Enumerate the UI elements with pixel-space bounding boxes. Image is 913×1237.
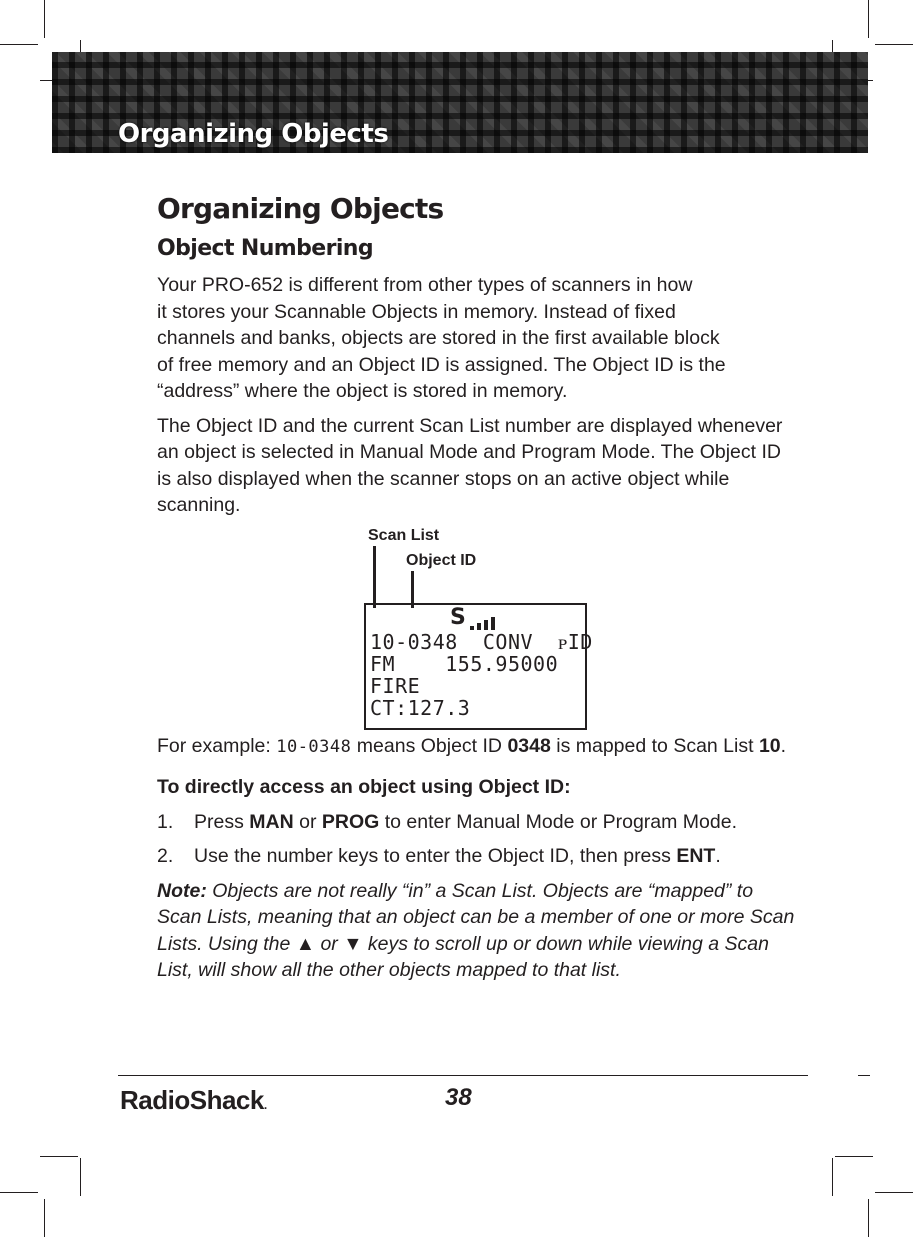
crop-mark [40, 1156, 78, 1157]
crop-mark [80, 1158, 81, 1196]
key-ent: ENT [676, 845, 716, 867]
section-subtitle: Object Numbering [157, 236, 373, 261]
crop-mark [835, 1156, 873, 1157]
footer-divider [118, 1075, 808, 1076]
instructions-heading-text: To directly access an object using Object ID: [157, 776, 571, 798]
step-text-part: Press [194, 810, 250, 833]
scan-list-label: Scan List [368, 526, 440, 544]
paragraph-line: “address” where the object is stored in memory. [157, 380, 568, 402]
step-item [157, 809, 797, 836]
example-prefix: For example: [157, 734, 277, 757]
object-id-label: Object ID [406, 551, 477, 569]
paragraph-line: it stores your Scannable Objects in memory. Instead of fixed [157, 300, 676, 323]
crop-mark [858, 1075, 870, 1076]
lcd-line: FM 155.95000 [370, 651, 559, 676]
brand-dot: . [263, 1098, 267, 1112]
example-middle: means Object ID [351, 734, 508, 757]
paragraph-line: of free memory and an Object ID is assigned. The Object ID is the [157, 353, 726, 376]
chapter-header-title: Organizing Objects [118, 119, 389, 149]
step-text-part: or [293, 810, 322, 833]
lcd-line: 10-0348 CONV ᴩID [370, 629, 593, 654]
example-paragraph [157, 733, 797, 761]
instructions-heading [157, 774, 797, 801]
section-title: Organizing Objects [157, 192, 444, 225]
scan-list-leader-line [373, 546, 376, 608]
step-text-part: . [715, 845, 721, 867]
page-content [157, 190, 797, 992]
radioshack-logo [120, 1085, 267, 1116]
step-text-part: to enter Manual Mode or Program Mode. [379, 810, 737, 833]
step-number: 1. [157, 810, 174, 833]
key-man: MAN [249, 810, 294, 833]
key-prog: PROG [321, 810, 380, 833]
step-text [194, 809, 737, 836]
crop-mark [44, 0, 45, 38]
crop-mark [0, 44, 38, 45]
step-item [157, 843, 797, 870]
example-lcd-code: 10-0348 [276, 736, 352, 757]
step-text [194, 843, 721, 870]
lcd-display [364, 603, 593, 730]
step-text-part: Use the number keys to enter the Object ID, then press [194, 845, 677, 867]
lcd-line: CT:127.3 [370, 695, 471, 720]
lcd-line: FIRE [370, 673, 421, 698]
crop-mark [868, 0, 869, 38]
paragraph-line: channels and banks, objects are stored in the first available block [157, 327, 720, 349]
note-label: Note: [157, 879, 207, 902]
crop-mark [875, 44, 913, 45]
chapter-header-band [52, 52, 868, 153]
step-number: 2. [157, 845, 174, 867]
intro-paragraph [157, 272, 797, 405]
crop-mark [868, 1199, 869, 1237]
brand-name: RadioShack [120, 1085, 264, 1115]
crop-mark [44, 1199, 45, 1237]
example-end: . [780, 734, 787, 757]
crop-mark [875, 1192, 913, 1193]
example-object-id: 0348 [507, 734, 551, 757]
signal-strength-letter: S [450, 604, 466, 630]
crop-mark [832, 1158, 833, 1196]
signal-bars-icon [470, 614, 510, 630]
display-paragraph: The Object ID and the current Scan List number are displayed whenever an object is selected in Manual Mode and Program Mode. The Object ID is also displayed when the scanner stops on an active object while scanning. [157, 414, 783, 516]
note-text: Objects are not really “in” a Scan List. Objects are “mapped” to Scan Lists, meaning that an object can be a member of one or more Scan Lists. Using the ▲ or ▼ keys to scroll up or down while viewing a Scan List, will show all the other objects mapped to that list. [157, 879, 795, 981]
page-number: 38 [445, 1084, 472, 1111]
crop-mark [0, 1192, 38, 1193]
example-suffix: is mapped to Scan List [550, 734, 759, 757]
note-paragraph [157, 878, 797, 984]
paragraph-line: Your PRO-652 is different from other types of scanners in how [157, 274, 693, 296]
example-scan-list: 10 [758, 734, 781, 757]
lcd-figure [157, 526, 797, 727]
